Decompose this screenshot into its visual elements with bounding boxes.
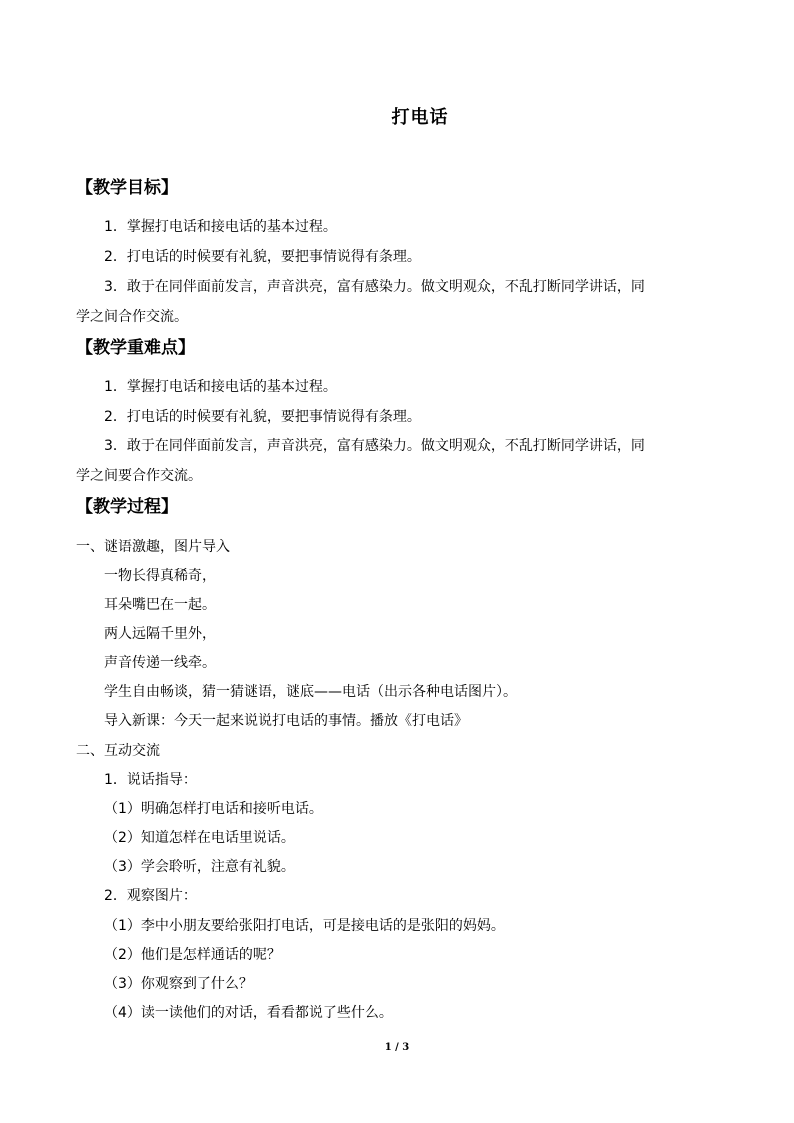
process-sub1-title: 1．说话指导： [104,772,197,788]
process-sub2-item: （3）你观察到了什么？ [104,976,253,992]
process-sub1-item: （3）学会聆听，注意有礼貌。 [104,859,295,875]
key-point-item: 3．敢于在同伴面前发言，声音洪亮，富有感染力。做文明观众，不乱打断同学讲话，同 [104,438,645,454]
goal-item: 2．打电话的时候要有礼貌，要把事情说得有条理。 [104,249,421,265]
process-part2-title: 二、互动交流 [76,743,160,759]
goal-item-continuation: 学之间合作交流。 [76,309,188,325]
section-heading-process: 【教学过程】 [76,497,178,517]
riddle-line: 耳朵嘴巴在一起。 [104,597,216,613]
process-sub2-item: （2）他们是怎样通话的呢？ [104,947,281,963]
riddle-line: 声音传递一线牵。 [104,655,216,671]
riddle-line: 两人远隔千里外， [104,626,216,642]
goal-item: 3．敢于在同伴面前发言，声音洪亮，富有感染力。做文明观众，不乱打断同学讲话，同 [104,279,645,295]
process-part1-title: 一、谜语激趣，图片导入 [76,539,230,555]
process-part1-text: 导入新课：今天一起来说说打电话的事情。播放《打电话》 [104,713,468,729]
key-point-item: 2．打电话的时候要有礼貌，要把事情说得有条理。 [104,409,421,425]
goal-item: 1．掌握打电话和接电话的基本过程。 [104,219,337,235]
section-heading-key-points: 【教学重难点】 [76,338,195,358]
process-sub2-item: （4）读一读他们的对话，看看都说了些什么。 [104,1005,393,1021]
key-point-item-continuation: 学之间要合作交流。 [76,468,202,484]
process-sub2-item: （1）李中小朋友要给张阳打电话，可是接电话的是张阳的妈妈。 [104,918,505,934]
page-number: 1 / 3 [384,1042,410,1053]
process-sub1-item: （2）知道怎样在电话里说话。 [104,830,295,846]
process-part1-text: 学生自由畅谈，猜一猜谜语，谜底——电话（出示各种电话图片）。 [104,684,517,700]
document-title: 打电话 [391,107,449,128]
key-point-item: 1．掌握打电话和接电话的基本过程。 [104,379,337,395]
section-heading-goals: 【教学目标】 [76,178,178,198]
riddle-line: 一物长得真稀奇， [104,568,216,584]
process-sub2-title: 2．观察图片： [104,888,197,904]
process-sub1-item: （1）明确怎样打电话和接听电话。 [104,801,323,817]
